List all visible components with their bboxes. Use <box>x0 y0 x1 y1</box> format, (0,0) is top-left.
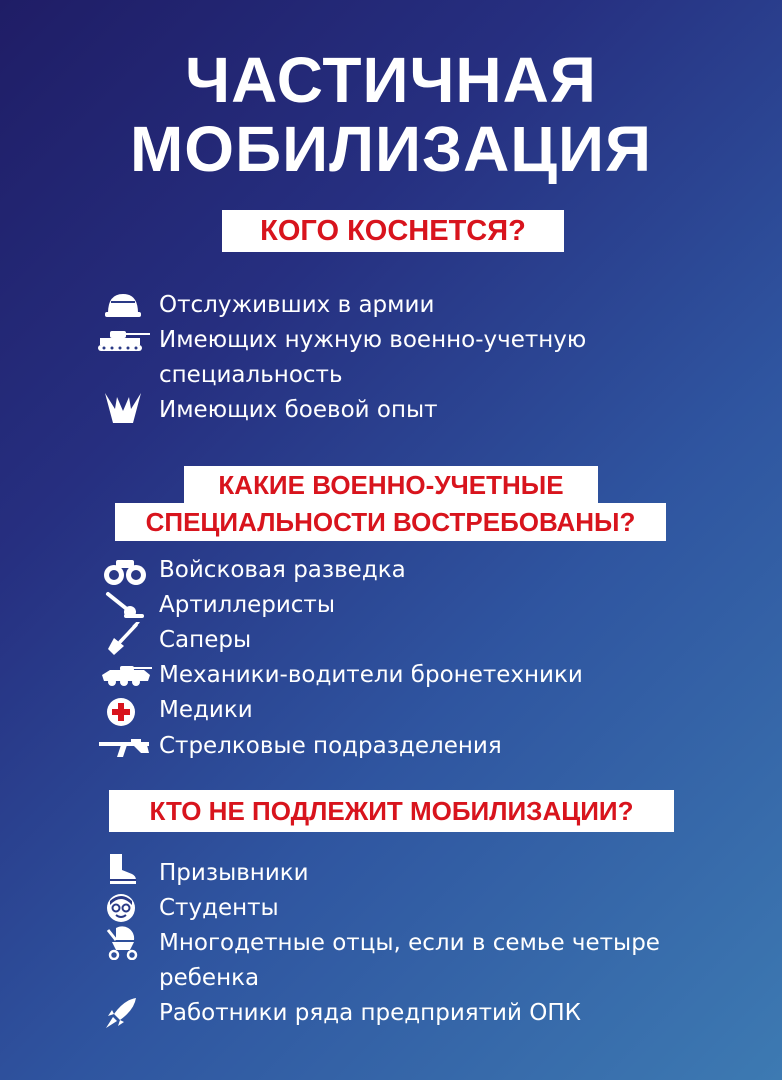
section-heading-who: КОГО КОСНЕТСЯ? <box>222 210 564 252</box>
rocket-icon <box>104 996 138 1030</box>
list-item-riflemen: Стрелковые подразделения <box>159 733 502 759</box>
list-item-students: Студенты <box>159 895 279 921</box>
list-item-large-family-fathers-line-2: ребенка <box>159 965 260 991</box>
section-heading-exempt: КТО НЕ ПОДЛЕЖИТ МОБИЛИЗАЦИИ? <box>109 790 674 832</box>
list-item-artillery: Артиллеристы <box>159 592 335 618</box>
list-item-served: Отслуживших в армии <box>159 292 435 318</box>
list-item-defense-industry-workers: Работники ряда предприятий ОПК <box>159 1000 581 1026</box>
armored-vehicle-icon <box>100 665 154 687</box>
list-item-mechanic-drivers: Механики-водители бронетехники <box>159 662 583 688</box>
helmet-icon <box>103 291 143 321</box>
list-item-medics: Медики <box>159 697 253 723</box>
list-item-combat-experience: Имеющих боевой опыт <box>159 397 438 423</box>
rifle-icon <box>97 737 151 759</box>
list-item-conscripts: Призывники <box>159 860 309 886</box>
boot-icon <box>106 852 138 886</box>
explosion-icon <box>103 391 143 425</box>
list-item-reconnaissance: Войсковая разведка <box>159 557 406 583</box>
section-heading-specialties-line-2: СПЕЦИАЛЬНОСТИ ВОСТРЕБОВАНЫ? <box>115 503 666 541</box>
student-icon <box>106 893 136 923</box>
binoculars-icon <box>102 558 148 586</box>
poster-title-line-2: МОБИЛИЗАЦИЯ <box>129 113 653 185</box>
stroller-icon <box>102 924 140 960</box>
list-item-sappers: Саперы <box>159 627 252 653</box>
tank-icon <box>96 328 152 354</box>
section-heading-specialties-line-1: КАКИЕ ВОЕННО-УЧЕТНЫЕ <box>184 466 598 504</box>
shovel-icon <box>106 622 142 656</box>
list-item-specialty-line-2: специальность <box>159 362 343 388</box>
list-item-large-family-fathers-line-1: Многодетные отцы, если в семье четыре <box>159 930 660 956</box>
cannon-icon <box>104 590 146 620</box>
medical-cross-icon <box>106 697 136 727</box>
poster-title-line-1: ЧАСТИЧНАЯ <box>185 44 597 116</box>
list-item-specialty-line-1: Имеющих нужную военно-учетную <box>159 327 587 353</box>
